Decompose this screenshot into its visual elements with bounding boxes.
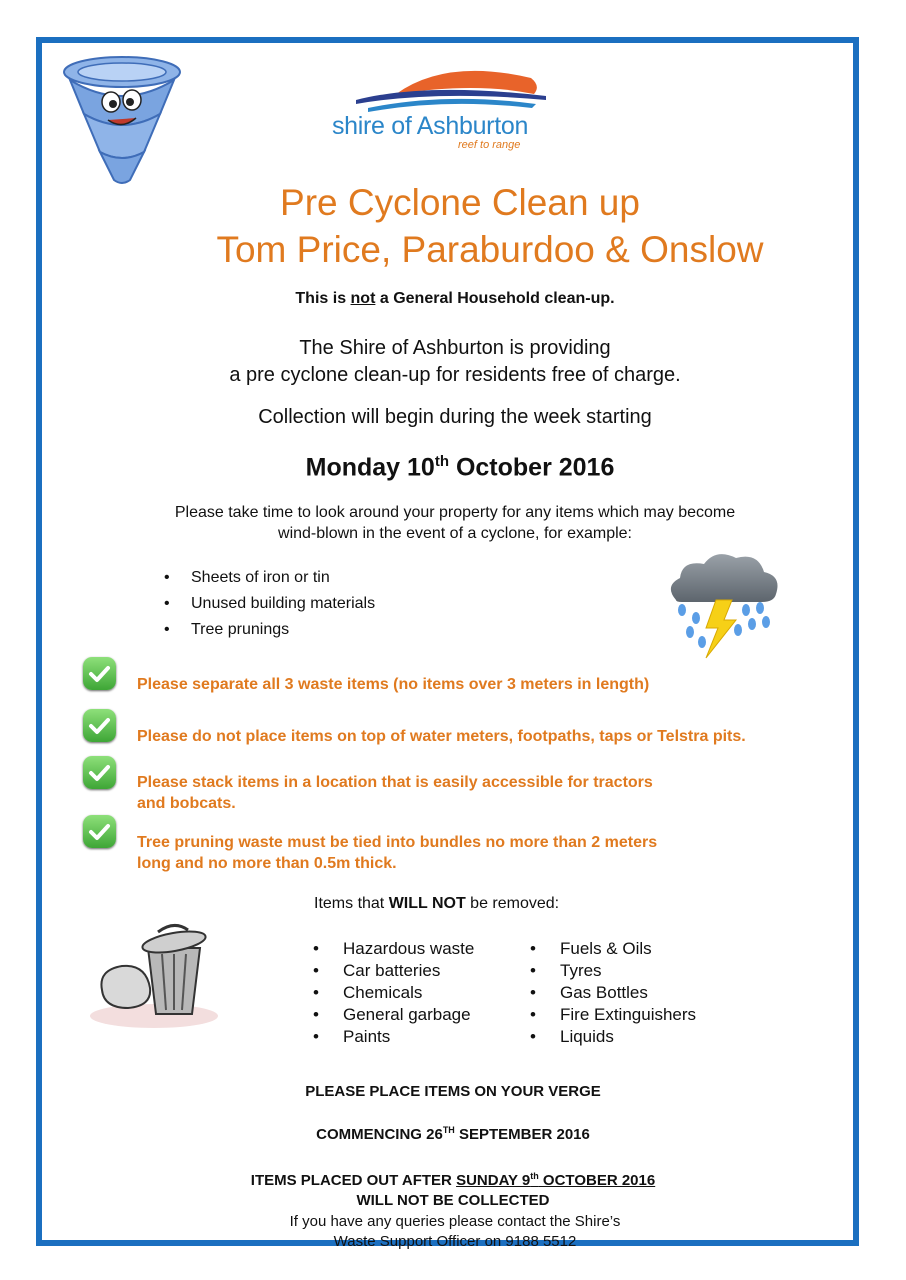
example-label: Sheets of iron or tin	[191, 569, 330, 586]
check-icon	[83, 709, 116, 742]
intro-text	[150, 335, 760, 389]
date-suffix: October 2016	[449, 453, 615, 482]
instruction-2: Please do not place items on top of water meters, footpaths, taps or Telstra pits.	[137, 728, 746, 745]
instruction-1: Please separate all 3 waste items (no items over 3 meters in length)	[137, 676, 650, 693]
intro-line-2: a pre cyclone clean-up for residents free of charge.	[229, 364, 681, 386]
item-label: Tyres	[560, 961, 602, 980]
item-label: Car batteries	[343, 961, 441, 980]
list-item	[530, 939, 696, 961]
list-item	[313, 1027, 474, 1049]
household-notice	[150, 290, 760, 308]
example-label: Tree prunings	[191, 621, 290, 638]
list-item	[530, 983, 696, 1005]
logo-name: shire of Ashburton	[331, 112, 529, 140]
shire-logo-icon	[356, 64, 546, 112]
example-label: Unused building materials	[191, 595, 376, 612]
date-ordinal: th	[434, 453, 449, 470]
list-item	[530, 961, 696, 983]
list-item	[313, 983, 474, 1005]
item-label: Paints	[343, 1027, 391, 1046]
list-item	[164, 568, 375, 594]
deadline-month: OCTOBER 2016	[538, 1172, 656, 1189]
look-line-1: Please take time to look around your property for any items which may become	[174, 504, 736, 521]
contact-line-2: Waste Support Officer on 9188 5512	[333, 1233, 577, 1250]
look-line-2: wind-blown in the event of a cyclone, for example:	[278, 525, 632, 542]
bullet: •	[530, 1027, 536, 1046]
title-line-1: Pre Cyclone Clean up	[280, 182, 640, 223]
not-removed-heading	[314, 895, 559, 913]
rubbish-bin-icon	[88, 918, 220, 1030]
commencing-date	[0, 1125, 906, 1143]
instruction-3	[137, 772, 653, 814]
list-item	[313, 961, 474, 983]
deadline-ordinal: th	[530, 1171, 539, 1181]
bullet: •	[313, 1027, 319, 1046]
not-removed-prefix: Items that	[314, 895, 389, 912]
example-list	[164, 568, 375, 646]
list-item	[530, 1005, 696, 1027]
item-label: Gas Bottles	[560, 983, 648, 1002]
list-item	[530, 1027, 696, 1049]
contact-line-1: If you have any queries please contact the Shire’s	[289, 1213, 621, 1230]
check-icon	[83, 815, 116, 848]
deadline-notice	[0, 1166, 906, 1211]
notice-emphasis: not	[350, 290, 376, 307]
commencing-prefix: COMMENCING 26	[316, 1126, 443, 1143]
item-label: General garbage	[343, 1005, 471, 1024]
item-label: Fire Extinguishers	[560, 1005, 697, 1024]
commencing-suffix: SEPTEMBER 2016	[454, 1126, 590, 1143]
instruction-3-line-2: and bobcats.	[137, 795, 236, 812]
bullet: •	[530, 983, 536, 1002]
bullet: •	[530, 961, 536, 980]
not-removed-suffix: be removed:	[465, 895, 560, 912]
not-removed-list-2	[530, 939, 696, 1049]
date-prefix: Monday 10	[305, 453, 435, 482]
item-label: Chemicals	[343, 983, 423, 1002]
look-around-text	[120, 502, 790, 544]
deadline-day	[456, 1172, 655, 1189]
item-label: Fuels & Oils	[560, 939, 652, 958]
check-icon	[83, 657, 116, 690]
notice-prefix: This is	[295, 290, 351, 307]
instruction-4	[137, 832, 657, 874]
bullet: •	[164, 569, 170, 586]
instruction-4-line-1: Tree pruning waste must be tied into bundles no more than 2 meters	[137, 834, 658, 851]
list-item	[164, 620, 375, 646]
bullet: •	[164, 621, 170, 638]
not-removed-list-1	[313, 939, 474, 1049]
deadline-line-2: WILL NOT BE COLLECTED	[356, 1192, 550, 1209]
list-item	[164, 594, 375, 620]
bullet: •	[530, 939, 536, 958]
intro-line-1: The Shire of Ashburton is providing	[299, 337, 611, 359]
not-removed-emphasis: WILL NOT	[388, 895, 466, 912]
bullet: •	[164, 595, 170, 612]
instruction-4-line-2: long and no more than 0.5m thick.	[137, 855, 397, 872]
place-items-notice: PLEASE PLACE ITEMS ON YOUR VERGE	[305, 1083, 601, 1100]
item-label: Liquids	[560, 1027, 614, 1046]
title-line-2: Tom Price, Paraburdoo & Onslow	[216, 229, 764, 270]
list-item	[313, 939, 474, 961]
deadline-prefix: ITEMS PLACED OUT AFTER	[250, 1172, 457, 1189]
deadline-day-text: SUNDAY 9	[456, 1172, 531, 1189]
bullet: •	[313, 939, 319, 958]
start-date	[150, 453, 770, 482]
storm-cloud-icon	[662, 548, 784, 660]
contact-info	[150, 1212, 760, 1252]
bullet: •	[530, 1005, 536, 1024]
check-icon	[83, 756, 116, 789]
bullet: •	[313, 1005, 319, 1024]
logo-tagline: reef to range	[458, 139, 521, 151]
bullet: •	[313, 983, 319, 1002]
notice-suffix: a General Household clean-up.	[375, 290, 615, 307]
instruction-3-line-1: Please stack items in a location that is easily accessible for tractors	[137, 774, 653, 791]
item-label: Hazardous waste	[343, 939, 475, 958]
bullet: •	[313, 961, 319, 980]
cyclone-cartoon-icon	[56, 52, 188, 187]
commencing-ordinal: TH	[442, 1125, 455, 1135]
deadline-line-1	[0, 1166, 906, 1191]
collection-text: Collection will begin during the week starting	[258, 406, 652, 428]
list-item	[313, 1005, 474, 1027]
